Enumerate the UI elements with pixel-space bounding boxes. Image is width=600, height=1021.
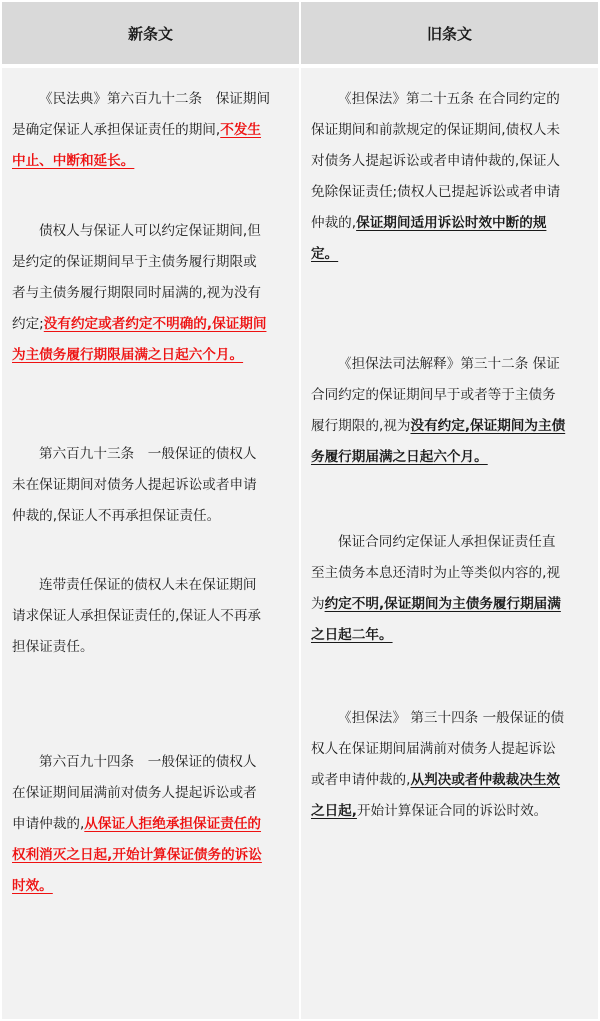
header-new-provisions: 新条文 — [2, 2, 299, 64]
text-line: 《担保法司法解释》第三十二条 保证 — [338, 356, 560, 372]
emphasis-red: 时效。 — [12, 878, 53, 894]
comparison-table — [2, 2, 598, 1019]
article-693-para-2 — [12, 570, 294, 663]
text-line: 第六百九十三条 一般保证的债权人 — [39, 446, 257, 462]
emphasis-bold: 务履行期届满之日起六个月。 — [311, 449, 488, 465]
emphasis-red: 中止、中断和延长。 — [12, 153, 135, 169]
article-692-para-2 — [12, 216, 294, 371]
text-line — [12, 146, 294, 177]
text-line — [311, 239, 593, 270]
text-run: 仲裁的, — [311, 215, 357, 231]
emphasis-bold: 定。 — [311, 246, 339, 262]
text-line — [311, 411, 593, 442]
text-line: 保证期间和前款规定的保证期间,债权人未 — [311, 122, 561, 138]
emphasis-red: 从保证人拒绝承担保证责任的 — [84, 816, 262, 832]
emphasis-bold: 约定不明,保证期间为主债务履行期届满 — [324, 596, 561, 612]
text-line: 仲裁的,保证人不再承担保证责任。 — [12, 508, 221, 524]
text-line: 是约定的保证期间早于主债务履行期限或 — [12, 254, 257, 270]
emphasis-red: 不发生 — [220, 122, 262, 138]
article-693-para-1 — [12, 439, 294, 532]
emphasis-bold: 从判决或者仲裁裁决生效 — [410, 772, 561, 788]
text-run: 履行期限的,视为 — [311, 418, 411, 434]
text-line: 担保证责任。 — [12, 639, 94, 655]
text-line: 债权人与保证人可以约定保证期间,但 — [39, 223, 261, 239]
article-694 — [12, 747, 294, 902]
text-line: 未在保证期间对债务人提起诉讼或者申请 — [12, 477, 257, 493]
text-line: 《担保法》第二十五条 在合同约定的 — [338, 91, 560, 107]
text-line: 《民法典》第六百九十二条 保证期间 — [39, 91, 271, 107]
emphasis-red: 为主债务履行期限届满之日起六个月。 — [12, 347, 244, 363]
text-line — [311, 620, 593, 651]
text-line: 保证合同约定保证人承担保证责任直 — [338, 534, 556, 550]
text-line — [311, 765, 593, 796]
guarantee-law-article-25 — [311, 84, 593, 270]
emphasis-bold: 没有约定,保证期间为主债 — [410, 418, 566, 434]
text-line — [311, 796, 593, 827]
header-old-provisions: 旧条文 — [301, 2, 598, 64]
text-line: 第六百九十四条 一般保证的债权人 — [39, 754, 257, 770]
text-line: 连带责任保证的债权人未在保证期间 — [39, 577, 257, 593]
emphasis-red: 权利消灭之日起,开始计算保证债务的诉讼 — [12, 847, 262, 863]
emphasis-bold: 之日起, — [311, 803, 357, 819]
article-692-para-1 — [12, 84, 294, 177]
text-line — [311, 442, 593, 473]
text-line — [311, 589, 593, 620]
text-run: 是确定保证人承担保证责任的期间, — [12, 122, 221, 138]
text-line: 《担保法》 第三十四条 一般保证的债 — [338, 710, 565, 726]
text-line — [12, 309, 294, 340]
old-provisions-cell — [301, 68, 598, 1019]
text-line — [12, 340, 294, 371]
text-line — [12, 809, 294, 840]
text-line — [311, 208, 593, 239]
text-line — [12, 871, 294, 902]
text-run: 开始计算保证合同的诉讼时效。 — [356, 803, 548, 819]
judicial-interpretation-article-32-para-2 — [311, 527, 593, 651]
text-line: 者与主债务履行期限同时届满的,视为没有 — [12, 285, 262, 301]
new-provisions-cell — [2, 68, 299, 1019]
text-line: 合同约定的保证期间早于或者等于主债务 — [311, 387, 556, 403]
text-line: 请求保证人承担保证责任的,保证人不再承 — [12, 608, 262, 624]
emphasis-red: 没有约定或者约定不明确的,保证期间 — [43, 316, 267, 332]
judicial-interpretation-article-32 — [311, 349, 593, 473]
text-run: 约定; — [12, 316, 44, 332]
text-run: 申请仲裁的, — [12, 816, 85, 832]
text-line — [12, 115, 294, 146]
text-line: 至主债务本息还清时为止等类似内容的,视 — [311, 565, 561, 581]
text-run: 或者申请仲裁的, — [311, 772, 411, 788]
text-line: 对债务人提起诉讼或者申请仲裁的,保证人 — [311, 153, 561, 169]
text-line: 免除保证责任;债权人已提起诉讼或者申请 — [311, 184, 561, 200]
emphasis-bold: 之日起二年。 — [311, 627, 393, 643]
text-line: 权人在保证期间届满前对债务人提起诉讼 — [311, 741, 556, 757]
emphasis-bold: 保证期间适用诉讼时效中断的规 — [356, 215, 547, 231]
column-divider — [299, 2, 301, 1019]
text-line: 在保证期间届满前对债务人提起诉讼或者 — [12, 785, 257, 801]
text-run: 为 — [311, 596, 325, 612]
guarantee-law-article-34 — [311, 703, 593, 827]
text-line — [12, 840, 294, 871]
